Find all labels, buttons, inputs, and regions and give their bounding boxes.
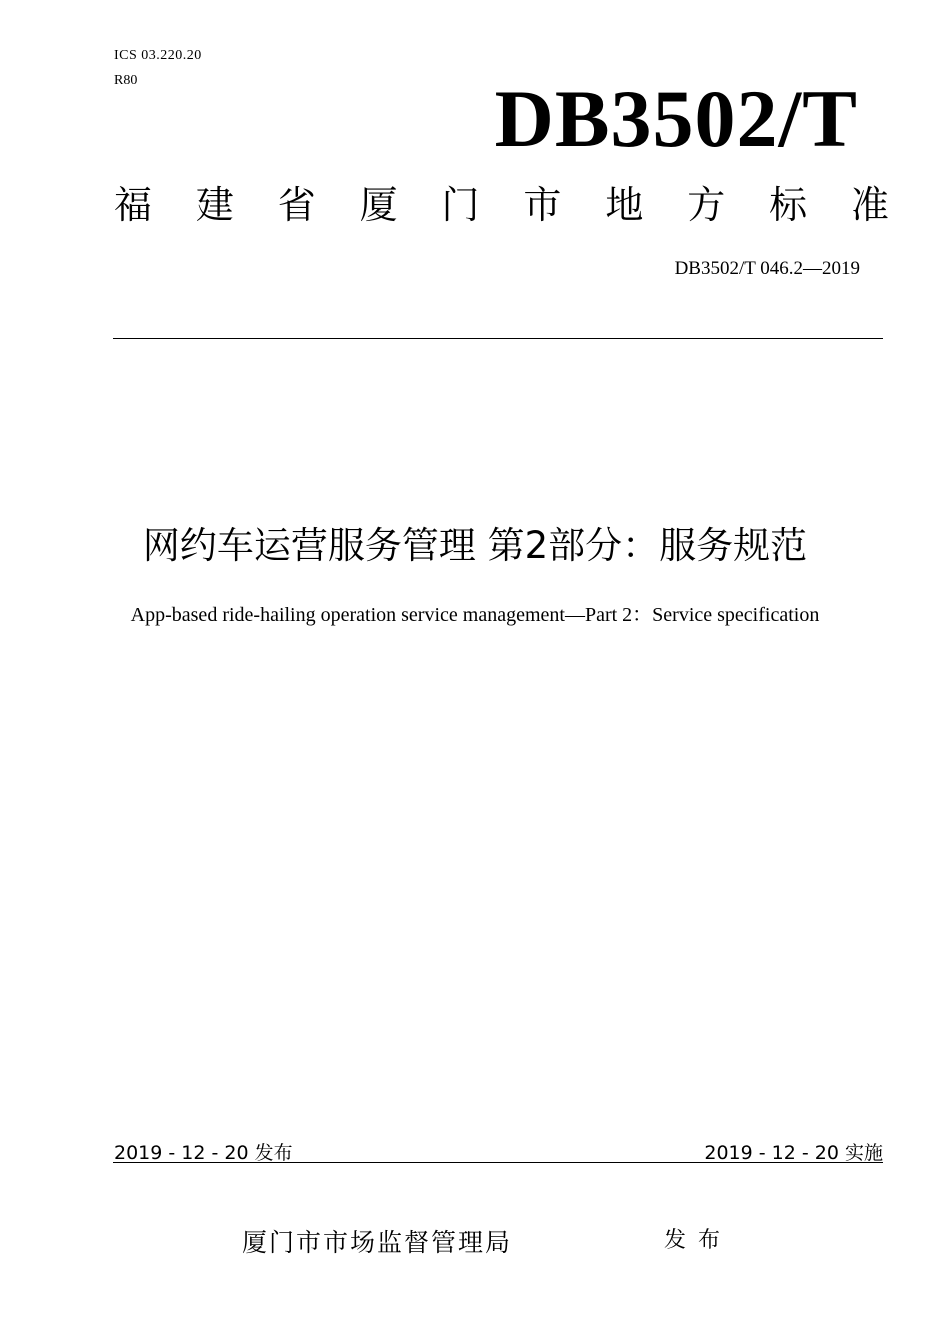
implementation-date: 2019 - 12 - 20 实施 xyxy=(704,1142,883,1164)
publish-action: 发布 xyxy=(664,1228,733,1253)
document-title-english: App-based ride-hailing operation service management—Part 2：Service specification xyxy=(130,604,820,626)
standard-category: 福建省厦门市地方标准 xyxy=(114,183,889,227)
ics-code: ICS 03.220.20 xyxy=(114,48,202,63)
ccs-code: R80 xyxy=(114,73,138,88)
standard-number: DB3502/T 046.2—2019 xyxy=(674,258,860,279)
header-divider xyxy=(113,338,883,339)
issue-date: 2019 - 12 - 20 发布 xyxy=(114,1142,293,1164)
document-title-chinese: 网约车运营服务管理 第2部分：服务规范 xyxy=(142,524,808,567)
publisher-name: 厦门市市场监督管理局 xyxy=(242,1228,513,1257)
standard-prefix: DB3502/T xyxy=(494,73,858,164)
footer-divider xyxy=(113,1162,883,1163)
